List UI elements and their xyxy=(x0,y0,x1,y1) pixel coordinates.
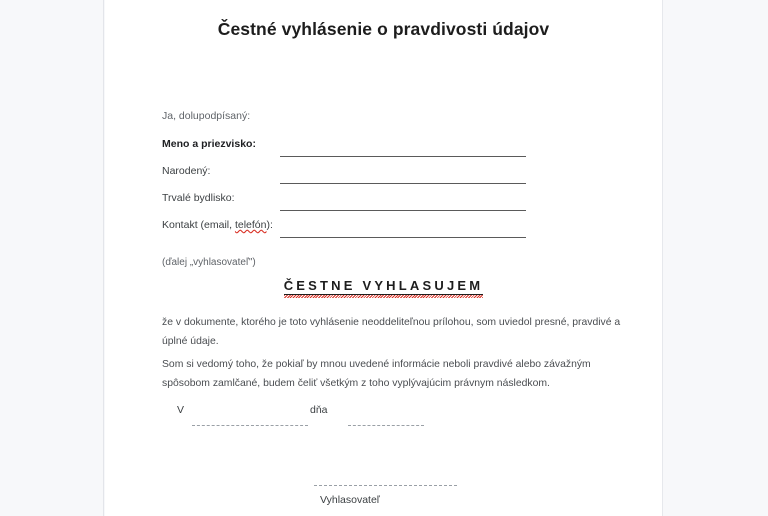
form-fields xyxy=(162,138,632,246)
form-row-address xyxy=(162,192,632,219)
form-row-birth xyxy=(162,165,632,192)
declaration-body xyxy=(162,313,621,393)
label-contact-misspelled-word: telefón xyxy=(234,219,267,231)
document-page xyxy=(105,0,663,516)
page-content xyxy=(105,0,662,516)
declaration-heading-wrap xyxy=(105,277,662,295)
label-contact-suffix: ): xyxy=(266,219,273,231)
signature-block xyxy=(305,485,565,506)
intro-text: Ja, dolupodpísaný: xyxy=(162,110,251,122)
label-full-name: Meno a priezvisko: xyxy=(162,138,256,150)
input-permanent-address[interactable] xyxy=(280,210,526,211)
label-place: V xyxy=(177,404,185,416)
label-date-of-birth: Narodený: xyxy=(162,165,211,177)
body-line: spôsobom zamlčané, budem čeliť všetkým z toho vyplývajúcim právnym následkom. xyxy=(162,378,550,389)
spellcheck-squiggle-icon xyxy=(284,295,484,298)
input-place[interactable] xyxy=(192,425,308,426)
input-date-of-birth[interactable] xyxy=(280,183,526,184)
body-line: úplné údaje. xyxy=(162,336,219,347)
body-line: že v dokumente, ktorého je toto vyhlásenie neoddeliteľnou prílohou, som uviedol presné, pravdivé a xyxy=(162,317,621,328)
label-contact-prefix: Kontakt (email, xyxy=(162,219,235,231)
input-full-name[interactable] xyxy=(280,156,526,157)
place-date-row xyxy=(162,404,582,438)
label-signatory: Vyhlasovateľ xyxy=(320,494,380,506)
page-title: Čestné vyhlásenie o pravdivosti údajov xyxy=(217,19,550,39)
alias-text: (ďalej „vyhlasovateľ") xyxy=(162,257,256,268)
form-row-contact xyxy=(162,219,632,246)
body-line: Som si vedomý toho, že pokiaľ by mnou uvedené informácie neboli pravdivé alebo závažným xyxy=(162,359,591,370)
input-signature[interactable] xyxy=(314,485,457,486)
input-date[interactable] xyxy=(348,425,424,426)
label-permanent-address: Trvalé bydlisko: xyxy=(162,192,235,204)
declaration-heading: ČESTNE VYHLASUJEM xyxy=(284,278,484,295)
left-gutter xyxy=(0,0,104,516)
input-contact[interactable] xyxy=(280,237,526,238)
label-date: dňa xyxy=(310,404,328,416)
label-contact xyxy=(162,219,273,231)
form-row-name xyxy=(162,138,632,165)
